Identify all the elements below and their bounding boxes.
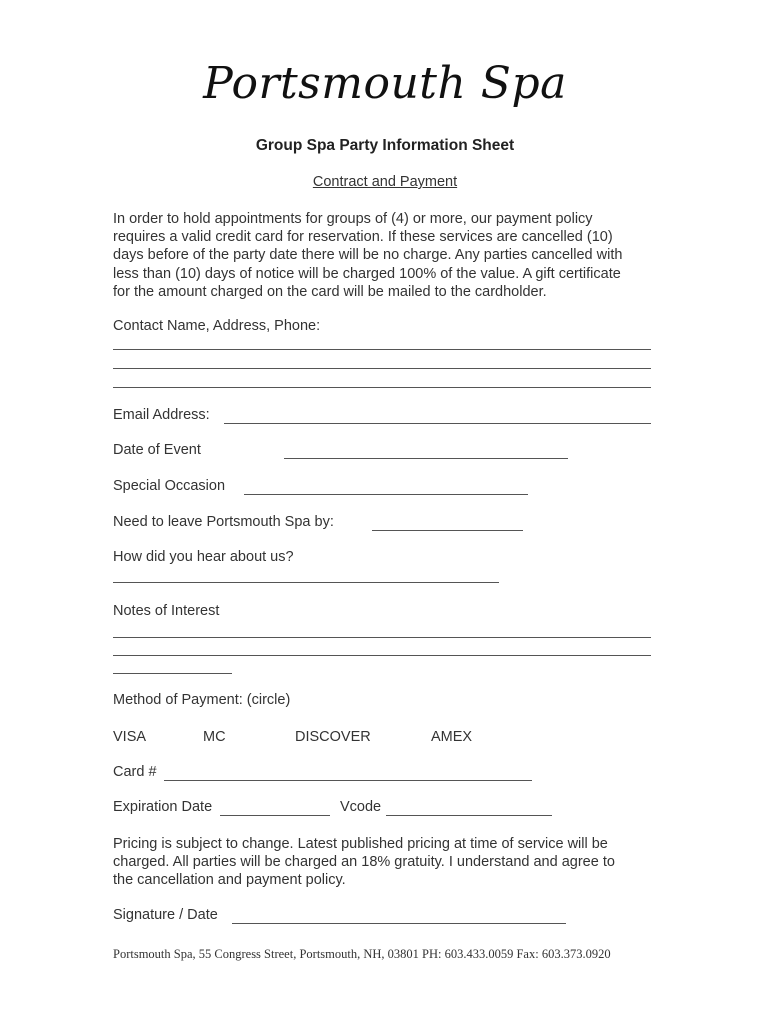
signature-date-label: Signature / Date bbox=[113, 907, 218, 923]
policy-line: requires a valid credit card for reservation. If these services are cancelled (10) bbox=[113, 229, 613, 246]
vcode-field-line[interactable] bbox=[386, 815, 552, 816]
notes-label: Notes of Interest bbox=[113, 603, 220, 619]
section-subtitle: Contract and Payment bbox=[312, 174, 458, 190]
contact-field-line-1[interactable] bbox=[113, 349, 651, 350]
pricing-line: charged. All parties will be charged an 18% gratuity. I understand and agree to bbox=[113, 854, 615, 871]
policy-line: In order to hold appointments for groups of (4) or more, our payment policy bbox=[113, 211, 593, 227]
payment-option-discover[interactable]: DISCOVER bbox=[295, 729, 371, 745]
contact-label: Contact Name, Address, Phone: bbox=[113, 318, 321, 334]
leave-by-label: Need to leave Portsmouth Spa by: bbox=[113, 514, 334, 530]
payment-method-label: Method of Payment: (circle) bbox=[113, 692, 291, 708]
policy-paragraph bbox=[113, 210, 658, 301]
pricing-line: the cancellation and payment policy. bbox=[113, 872, 346, 889]
contact-field-line-3[interactable] bbox=[113, 387, 651, 388]
email-field-line[interactable] bbox=[224, 423, 651, 424]
leave-by-field-line[interactable] bbox=[372, 530, 523, 531]
pricing-line: Pricing is subject to change. Latest published pricing at time of service will be bbox=[113, 836, 608, 852]
hear-about-field-line[interactable] bbox=[113, 582, 499, 583]
card-number-field-line[interactable] bbox=[164, 780, 532, 781]
page-title: Group Spa Party Information Sheet bbox=[255, 137, 515, 154]
email-label: Email Address: bbox=[113, 407, 210, 423]
policy-line: for the amount charged on the card will be mailed to the cardholder. bbox=[113, 283, 547, 300]
card-number-label: Card # bbox=[113, 764, 157, 780]
spa-logo: Portsmouth Spa bbox=[203, 58, 567, 109]
special-occasion-label: Special Occasion bbox=[113, 478, 226, 494]
payment-option-mc[interactable]: MC bbox=[203, 729, 226, 745]
date-of-event-field-line[interactable] bbox=[284, 458, 568, 459]
expiration-date-field-line[interactable] bbox=[220, 815, 330, 816]
special-occasion-field-line[interactable] bbox=[244, 494, 528, 495]
signature-date-field-line[interactable] bbox=[232, 923, 566, 924]
policy-line: days before of the party date there will be no charge. Any parties cancelled with bbox=[113, 247, 623, 264]
contact-field-line-2[interactable] bbox=[113, 368, 651, 369]
notes-field-line-2[interactable] bbox=[113, 655, 651, 656]
expiration-date-label: Expiration Date bbox=[113, 799, 213, 815]
footer-contact-info: Portsmouth Spa, 55 Congress Street, Portsmouth, NH, 03801 PH: 603.433.0059 Fax: 603.373.0920 bbox=[113, 947, 611, 961]
hear-about-label: How did you hear about us? bbox=[113, 549, 294, 565]
payment-option-visa[interactable]: VISA bbox=[113, 729, 147, 745]
policy-line: less than (10) days of notice will be charged 100% of the value. A gift certificate bbox=[113, 265, 621, 282]
vcode-label: Vcode bbox=[340, 799, 382, 815]
notes-field-line-1[interactable] bbox=[113, 637, 651, 638]
date-of-event-label: Date of Event bbox=[113, 442, 201, 458]
notes-field-line-3[interactable] bbox=[113, 673, 232, 674]
pricing-paragraph bbox=[113, 835, 658, 890]
payment-option-amex[interactable]: AMEX bbox=[431, 729, 473, 745]
